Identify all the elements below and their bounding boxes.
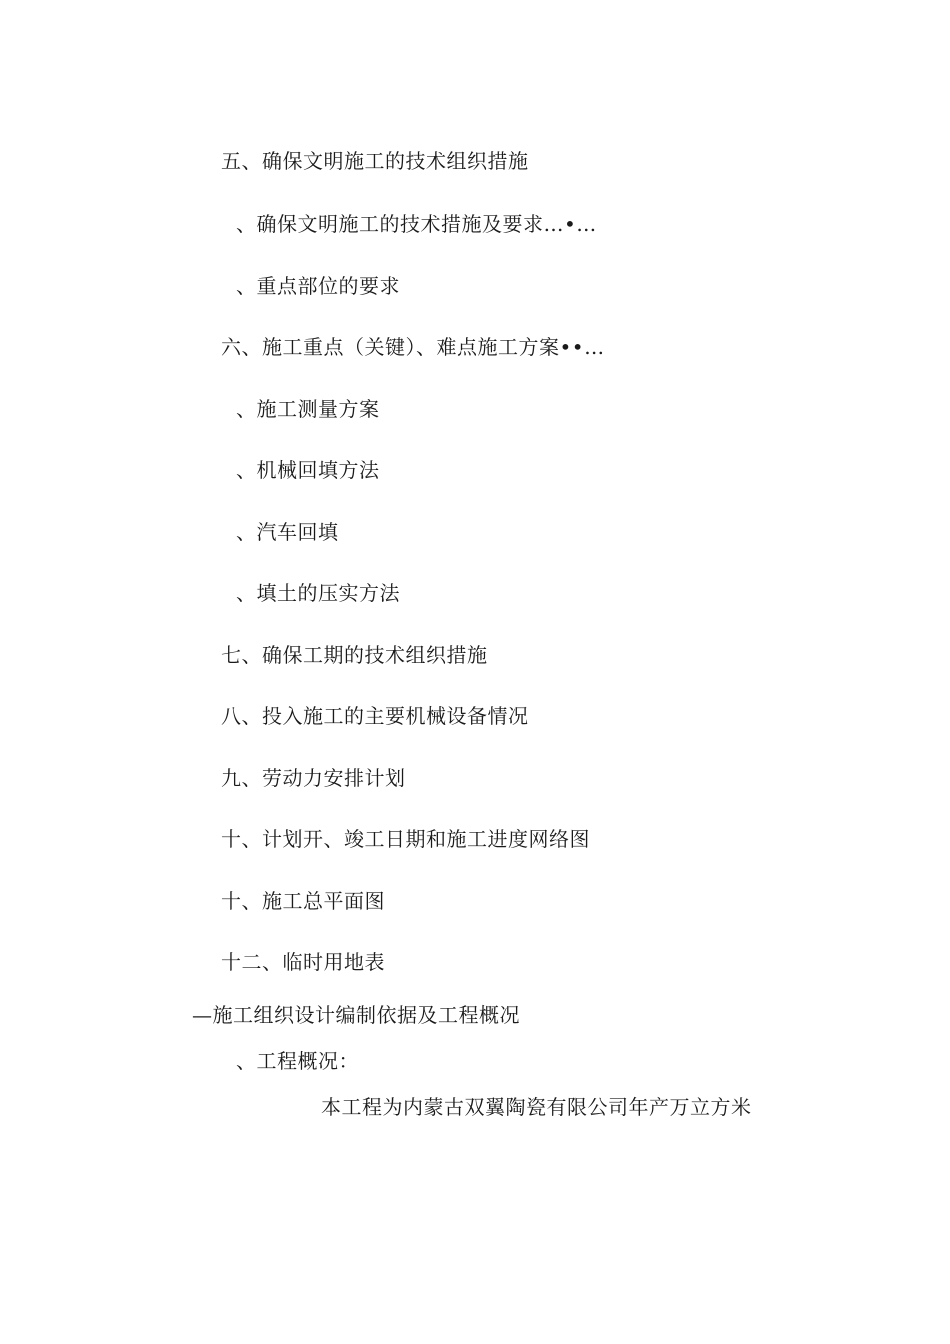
toc-item: 十二、临时用地表 [221,950,385,974]
toc-subitem: 、确保文明施工的技术措施及要求…•… [236,212,597,236]
toc-subitem: 、汽车回填 [236,520,339,544]
toc-item: 五、确保文明施工的技术组织措施 [221,149,529,173]
toc-item: 七、确保工期的技术组织措施 [221,643,488,667]
section-heading: —施工组织设计编制依据及工程概况 [192,1003,520,1027]
subsection-heading: 、工程概况： [236,1049,359,1073]
toc-item: 十、计划开、竣工日期和施工进度网络图 [221,827,590,851]
toc-subitem: 、机械回填方法 [236,458,380,482]
toc-subitem: 、填土的压实方法 [236,581,400,605]
toc-item: 六、施工重点（关键）、难点施工方案••… [221,335,605,359]
toc-subitem: 、施工测量方案 [236,397,380,421]
toc-item: 八、投入施工的主要机械设备情况 [221,704,529,728]
toc-subitem: 、重点部位的要求 [236,274,400,298]
toc-item: 十、施工总平面图 [221,889,385,913]
toc-item: 九、劳动力安排计划 [221,766,406,790]
body-paragraph: 本工程为内蒙古双翼陶瓷有限公司年产万立方米 [321,1095,752,1119]
